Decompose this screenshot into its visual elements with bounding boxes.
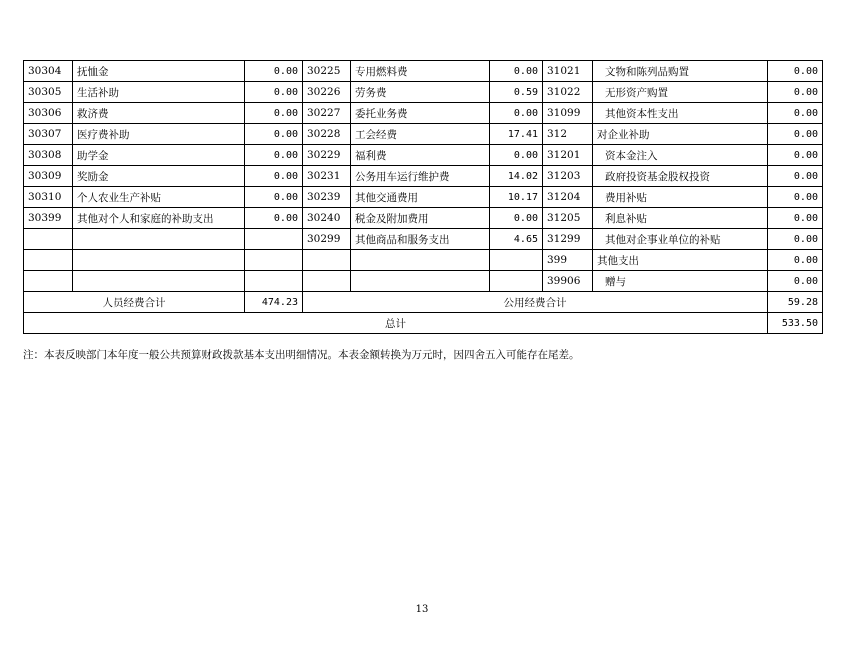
footnote: 注：本表反映部门本年度一般公共预算财政拨款基本支出明细情况。本表金额转换为万元时，因四舍五入可能存在尾差。 bbox=[23, 349, 580, 361]
table-row bbox=[24, 145, 823, 166]
cell-amount: 0.00 bbox=[245, 103, 303, 124]
cell-name: 资本金注入 bbox=[593, 145, 768, 166]
cell-name: 委托业务费 bbox=[351, 103, 490, 124]
cell-name: 抚恤金 bbox=[73, 61, 245, 82]
cell-code: 30239 bbox=[303, 187, 351, 208]
cell-amount: 14.02 bbox=[490, 166, 543, 187]
cell-name: 助学金 bbox=[73, 145, 245, 166]
cell-name: 福利费 bbox=[351, 145, 490, 166]
cell-amount: 0.00 bbox=[768, 61, 823, 82]
table-row bbox=[24, 250, 823, 271]
table-row bbox=[24, 166, 823, 187]
cell-code: 31099 bbox=[543, 103, 593, 124]
cell-amount: 0.00 bbox=[768, 103, 823, 124]
cell-name: 专用燃料费 bbox=[351, 61, 490, 82]
cell-name: 个人农业生产补贴 bbox=[73, 187, 245, 208]
table-row bbox=[24, 61, 823, 82]
cell-amount: 0.00 bbox=[768, 250, 823, 271]
cell-code: 31205 bbox=[543, 208, 593, 229]
cell-name: 对企业补助 bbox=[593, 124, 768, 145]
grand-total-value: 533.50 bbox=[768, 313, 823, 334]
cell-amount: 0.00 bbox=[768, 166, 823, 187]
subtotal-row bbox=[24, 292, 823, 313]
cell-amount: 0.00 bbox=[768, 271, 823, 292]
cell-name: 赠与 bbox=[593, 271, 768, 292]
cell-amount: 0.00 bbox=[490, 103, 543, 124]
cell-code: 30307 bbox=[24, 124, 73, 145]
cell-name bbox=[351, 250, 490, 271]
cell-amount: 0.00 bbox=[245, 208, 303, 229]
cell-amount: 0.00 bbox=[490, 145, 543, 166]
table-row bbox=[24, 124, 823, 145]
table-row bbox=[24, 271, 823, 292]
cell-code: 31203 bbox=[543, 166, 593, 187]
cell-name: 无形资产购置 bbox=[593, 82, 768, 103]
page-number: 13 bbox=[415, 604, 429, 615]
cell-amount: 0.00 bbox=[768, 229, 823, 250]
cell-name: 其他交通费用 bbox=[351, 187, 490, 208]
cell-amount: 0.00 bbox=[490, 61, 543, 82]
public-total-label: 公用经费合计 bbox=[303, 292, 768, 313]
cell-code: 30308 bbox=[24, 145, 73, 166]
table-body bbox=[24, 61, 823, 334]
grand-total-row bbox=[24, 313, 823, 334]
cell-name: 其他对企事业单位的补贴 bbox=[593, 229, 768, 250]
grand-total-label: 总计 bbox=[24, 313, 768, 334]
cell-name: 费用补贴 bbox=[593, 187, 768, 208]
cell-name: 救济费 bbox=[73, 103, 245, 124]
cell-name: 公务用车运行维护费 bbox=[351, 166, 490, 187]
cell-amount: 4.65 bbox=[490, 229, 543, 250]
cell-code: 31204 bbox=[543, 187, 593, 208]
cell-code: 30240 bbox=[303, 208, 351, 229]
table-row bbox=[24, 187, 823, 208]
cell-amount bbox=[245, 229, 303, 250]
cell-name bbox=[73, 250, 245, 271]
table-row bbox=[24, 82, 823, 103]
cell-code: 30310 bbox=[24, 187, 73, 208]
cell-amount bbox=[490, 271, 543, 292]
cell-amount: 0.00 bbox=[245, 82, 303, 103]
cell-name: 其他对个人和家庭的补助支出 bbox=[73, 208, 245, 229]
cell-code: 31021 bbox=[543, 61, 593, 82]
cell-code: 30304 bbox=[24, 61, 73, 82]
cell-amount: 0.00 bbox=[490, 208, 543, 229]
table-row bbox=[24, 229, 823, 250]
cell-name: 其他支出 bbox=[593, 250, 768, 271]
cell-name: 医疗费补助 bbox=[73, 124, 245, 145]
cell-amount: 0.00 bbox=[245, 145, 303, 166]
cell-code: 30231 bbox=[303, 166, 351, 187]
personnel-total-value: 474.23 bbox=[245, 292, 303, 313]
cell-name bbox=[73, 271, 245, 292]
cell-name: 工会经费 bbox=[351, 124, 490, 145]
cell-amount: 0.00 bbox=[245, 124, 303, 145]
cell-name bbox=[73, 229, 245, 250]
cell-name: 其他资本性支出 bbox=[593, 103, 768, 124]
table-row bbox=[24, 103, 823, 124]
cell-amount: 0.00 bbox=[768, 82, 823, 103]
cell-amount: 17.41 bbox=[490, 124, 543, 145]
cell-code: 30309 bbox=[24, 166, 73, 187]
cell-amount: 0.00 bbox=[245, 61, 303, 82]
cell-code: 30228 bbox=[303, 124, 351, 145]
personnel-total-label: 人员经费合计 bbox=[24, 292, 245, 313]
cell-code: 30225 bbox=[303, 61, 351, 82]
cell-name bbox=[351, 271, 490, 292]
cell-code bbox=[303, 250, 351, 271]
cell-name: 劳务费 bbox=[351, 82, 490, 103]
cell-name: 奖励金 bbox=[73, 166, 245, 187]
cell-code: 30227 bbox=[303, 103, 351, 124]
table-row bbox=[24, 208, 823, 229]
cell-code: 30226 bbox=[303, 82, 351, 103]
cell-code: 30305 bbox=[24, 82, 73, 103]
cell-code: 31299 bbox=[543, 229, 593, 250]
cell-name: 政府投资基金股权投资 bbox=[593, 166, 768, 187]
cell-code bbox=[24, 271, 73, 292]
cell-amount bbox=[245, 271, 303, 292]
expenditure-table bbox=[23, 60, 823, 334]
cell-code bbox=[24, 229, 73, 250]
cell-amount bbox=[490, 250, 543, 271]
cell-amount: 0.59 bbox=[490, 82, 543, 103]
cell-amount: 0.00 bbox=[245, 166, 303, 187]
cell-code bbox=[24, 250, 73, 271]
cell-amount: 0.00 bbox=[768, 145, 823, 166]
cell-amount: 0.00 bbox=[768, 124, 823, 145]
cell-code: 30229 bbox=[303, 145, 351, 166]
cell-amount: 0.00 bbox=[768, 187, 823, 208]
cell-code: 399 bbox=[543, 250, 593, 271]
cell-code: 39906 bbox=[543, 271, 593, 292]
cell-amount: 10.17 bbox=[490, 187, 543, 208]
cell-amount: 0.00 bbox=[768, 208, 823, 229]
cell-code: 30299 bbox=[303, 229, 351, 250]
cell-amount: 0.00 bbox=[245, 187, 303, 208]
cell-code: 30306 bbox=[24, 103, 73, 124]
cell-name: 税金及附加费用 bbox=[351, 208, 490, 229]
cell-code bbox=[303, 271, 351, 292]
cell-amount bbox=[245, 250, 303, 271]
cell-name: 生活补助 bbox=[73, 82, 245, 103]
public-total-value: 59.28 bbox=[768, 292, 823, 313]
cell-code: 31022 bbox=[543, 82, 593, 103]
cell-code: 30399 bbox=[24, 208, 73, 229]
cell-code: 31201 bbox=[543, 145, 593, 166]
cell-name: 利息补贴 bbox=[593, 208, 768, 229]
cell-name: 文物和陈列品购置 bbox=[593, 61, 768, 82]
cell-name: 其他商品和服务支出 bbox=[351, 229, 490, 250]
cell-code: 312 bbox=[543, 124, 593, 145]
